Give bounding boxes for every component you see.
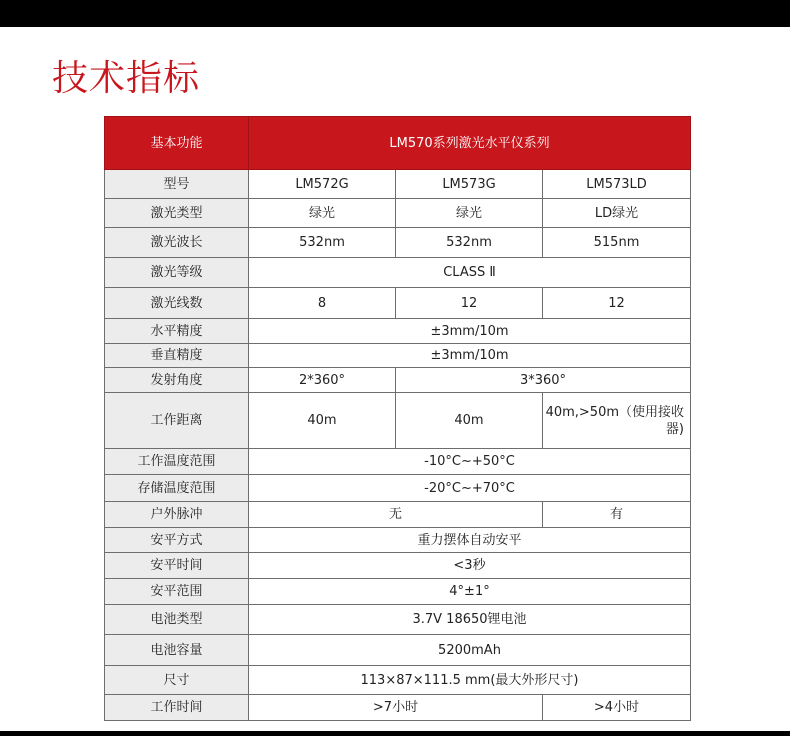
cell: CLASS Ⅱ <box>249 258 691 288</box>
row-label: 存储温度范围 <box>105 475 249 502</box>
row-label: 型号 <box>105 170 249 199</box>
table-row <box>105 502 691 528</box>
cell: 40m,>50m（使用接收器) <box>543 393 691 449</box>
table-row <box>105 288 691 319</box>
cell: 4°±1° <box>249 579 691 605</box>
cell: 重力摆体自动安平 <box>249 528 691 553</box>
cell: -20°C~+70°C <box>249 475 691 502</box>
cell: 40m <box>249 393 396 449</box>
cell: 8 <box>249 288 396 319</box>
table-row <box>105 528 691 553</box>
row-label: 工作温度范围 <box>105 449 249 475</box>
table-header-row <box>105 117 691 170</box>
page-title: 技术指标 <box>52 58 201 99</box>
cell: 有 <box>543 502 691 528</box>
cell: 3.7V 18650锂电池 <box>249 605 691 635</box>
cell: 12 <box>396 288 543 319</box>
cell: LM573G <box>396 170 543 199</box>
table-row <box>105 258 691 288</box>
table-row <box>105 635 691 666</box>
table-row <box>105 368 691 393</box>
cell: 532nm <box>249 228 396 258</box>
cell: 113×87×111.5 mm(最大外形尺寸) <box>249 666 691 695</box>
cell: LM573LD <box>543 170 691 199</box>
table-row <box>105 605 691 635</box>
table-row <box>105 393 691 449</box>
table-row <box>105 170 691 199</box>
table-row <box>105 319 691 344</box>
row-label: 电池容量 <box>105 635 249 666</box>
row-label: 垂直精度 <box>105 344 249 368</box>
top-black-bar <box>0 0 790 27</box>
row-label: 工作时间 <box>105 695 249 721</box>
cell: 40m <box>396 393 543 449</box>
cell: LD绿光 <box>543 199 691 228</box>
row-label: 激光类型 <box>105 199 249 228</box>
cell: 2*360° <box>249 368 396 393</box>
table-row <box>105 344 691 368</box>
row-label: 安平时间 <box>105 553 249 579</box>
cell: >4小时 <box>543 695 691 721</box>
cell: >7小时 <box>249 695 543 721</box>
cell: 3*360° <box>396 368 691 393</box>
row-label: 安平范围 <box>105 579 249 605</box>
table-row <box>105 666 691 695</box>
cell: 532nm <box>396 228 543 258</box>
table-row <box>105 475 691 502</box>
table-row <box>105 695 691 721</box>
row-label: 安平方式 <box>105 528 249 553</box>
cell: LM572G <box>249 170 396 199</box>
row-label: 发射角度 <box>105 368 249 393</box>
table-row <box>105 579 691 605</box>
table-row <box>105 228 691 258</box>
row-label: 尺寸 <box>105 666 249 695</box>
cell: 绿光 <box>249 199 396 228</box>
cell: 5200mAh <box>249 635 691 666</box>
row-label: 工作距离 <box>105 393 249 449</box>
cell: 无 <box>249 502 543 528</box>
header-series: LM570系列激光水平仪系列 <box>249 117 691 170</box>
bottom-black-bar <box>0 731 790 736</box>
table-row <box>105 553 691 579</box>
cell: ±3mm/10m <box>249 344 691 368</box>
cell: -10°C~+50°C <box>249 449 691 475</box>
spec-table <box>104 116 691 721</box>
row-label: 激光等级 <box>105 258 249 288</box>
header-label: 基本功能 <box>105 117 249 170</box>
cell: 515nm <box>543 228 691 258</box>
row-label: 户外脉冲 <box>105 502 249 528</box>
row-label: 激光波长 <box>105 228 249 258</box>
row-label: 激光线数 <box>105 288 249 319</box>
cell: ±3mm/10m <box>249 319 691 344</box>
cell: 12 <box>543 288 691 319</box>
table-row <box>105 199 691 228</box>
table-row <box>105 449 691 475</box>
cell: <3秒 <box>249 553 691 579</box>
row-label: 电池类型 <box>105 605 249 635</box>
cell: 绿光 <box>396 199 543 228</box>
row-label: 水平精度 <box>105 319 249 344</box>
